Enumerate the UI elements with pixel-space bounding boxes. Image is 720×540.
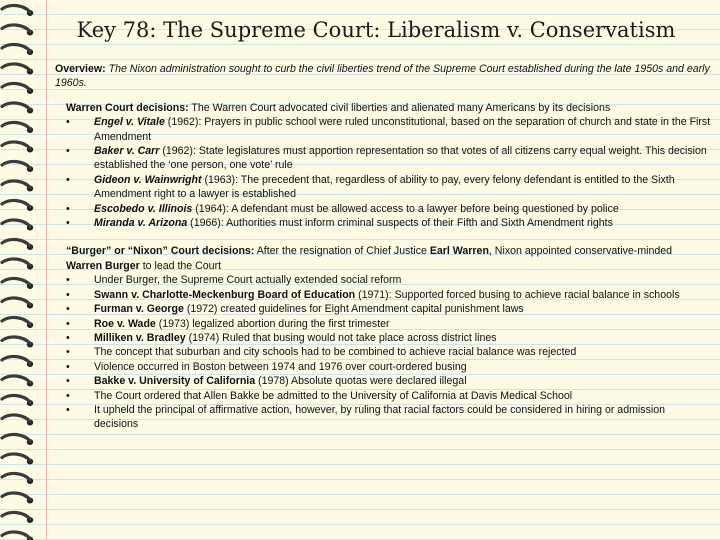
case-name: Escobedo v. Illinois	[94, 202, 193, 215]
warren-intro-text: The Warren Court advocated civil liberties and alienated many Americans by its decisions	[188, 101, 611, 114]
case-text: (1973) legalized abortion during the first trimester	[155, 317, 390, 330]
list-item	[66, 374, 711, 388]
spiral-ring	[2, 220, 30, 227]
case-text: Violence occurred in Boston between 1974 and 1976 over court-ordered busing	[94, 360, 467, 373]
spiral-ring	[2, 239, 30, 246]
case-name: Gideon v. Wainwright	[94, 173, 202, 186]
case-name: Roe v. Wade	[94, 317, 156, 330]
spiral-ring	[2, 512, 30, 519]
spiral-ring	[2, 278, 30, 285]
list-item	[66, 288, 711, 302]
case-name: Miranda v. Arizona	[94, 217, 188, 230]
list-item	[66, 273, 711, 287]
warren-case-list	[66, 115, 711, 230]
spiral-ring	[2, 142, 30, 149]
bullet: •	[66, 303, 70, 316]
spiral-ring	[2, 395, 30, 402]
spiral-ring	[2, 161, 30, 168]
spiral-ring	[2, 473, 30, 480]
warren-heading: Warren Court decisions:	[66, 101, 189, 114]
case-name: Bakke v. University of California	[94, 375, 256, 388]
bullet: •	[66, 202, 70, 215]
burger-section	[66, 244, 711, 431]
earl-warren-name: Earl Warren	[429, 245, 489, 258]
spiral-ring	[2, 337, 30, 344]
bullet: •	[66, 173, 70, 186]
burger-intro	[66, 244, 711, 273]
spiral-ring	[2, 25, 30, 32]
case-name: Engel v. Vitale	[94, 116, 165, 129]
spiral-ring	[2, 44, 30, 51]
case-text: The Court ordered that Allen Bakke be admitted to the University of California at Davis Medical School	[94, 389, 573, 402]
warren-intro	[66, 101, 711, 115]
case-text: It upheld the principal of affirmative action, however, by ruling that racial factors could be considered in hiring or admission decisions	[94, 403, 665, 431]
list-item	[66, 173, 711, 202]
bullet: •	[66, 274, 70, 287]
list-item	[66, 403, 711, 432]
case-text: (1962): State legislatures must apportion representation so that votes of all citizens carry equal weight. This decision established the ‘one person, one vote’ rule	[94, 145, 707, 172]
bullet: •	[66, 360, 70, 373]
case-text: (1964): A defendant must be allowed access to a lawyer before being questioned by police	[192, 202, 619, 215]
bullet: •	[66, 331, 70, 344]
case-text: (1962): Prayers in public school were ruled unconstitutional, based on the separation of church and state in the First Amendment	[94, 116, 711, 143]
spiral-ring	[2, 532, 30, 539]
list-item	[66, 331, 711, 345]
burger-intro-text: to lead the Court	[139, 259, 222, 272]
bullet: •	[66, 116, 70, 129]
spiral-ring	[2, 493, 30, 500]
spiral-ring	[2, 122, 30, 129]
spiral-binding-icon	[0, 0, 44, 540]
spiral-ring	[2, 181, 30, 188]
bullet: •	[66, 389, 70, 402]
overview-paragraph	[55, 62, 711, 91]
spiral-ring	[2, 64, 30, 71]
burger-case-list	[66, 273, 711, 431]
spiral-ring	[2, 434, 30, 441]
case-text: The concept that suburban and city schools had to be combined to achieve racial balance was rejected	[94, 346, 577, 359]
spiral-ring	[2, 103, 30, 110]
list-item	[66, 317, 711, 331]
warren-burger-name: Warren Burger	[66, 259, 140, 272]
case-text: Under Burger, the Supreme Court actually extended social reform	[94, 274, 402, 287]
bullet: •	[66, 403, 70, 416]
case-name: Milliken v. Bradley	[94, 331, 186, 344]
burger-heading: “Burger” or “Nixon” Court decisions:	[66, 245, 255, 258]
spiral-ring	[2, 454, 30, 461]
case-text: (1971): Supported forced busing to achieve racial balance in schools	[355, 288, 680, 301]
spiral-ring	[2, 83, 30, 90]
case-text: (1978) Absolute quotas were declared illegal	[255, 375, 467, 388]
bullet: •	[66, 217, 70, 230]
list-item	[66, 345, 711, 359]
case-name: Swann v. Charlotte-Meckenburg Board of Education	[94, 288, 356, 301]
overview-label: Overview:	[55, 63, 106, 75]
spiral-ring	[2, 376, 30, 383]
case-text: (1972) created guidelines for Eight Amendment capital punishment laws	[183, 303, 524, 316]
page-title: Key 78: The Supreme Court: Liberalism v. Conservatism	[76, 18, 676, 42]
overview-text: The Nixon administration sought to curb the civil liberties trend of the Supreme Court established during the late 1950s and early 1960s.	[55, 63, 710, 90]
burger-intro-text: After the resignation of Chief Justice	[254, 245, 430, 258]
case-name: Baker v. Carr	[94, 145, 160, 158]
list-item	[66, 216, 711, 230]
spiral-ring	[2, 415, 30, 422]
spiral-ring	[2, 356, 30, 363]
list-item	[66, 144, 711, 173]
case-text: (1974) Ruled that busing would not take place across district lines	[185, 331, 497, 344]
warren-section	[66, 101, 711, 231]
case-text: (1963): The precedent that, regardless of ability to pay, every felony defendant is entitled to the Sixth Amendment right to a lawyer is established	[94, 173, 675, 201]
bullet: •	[66, 346, 70, 359]
spiral-ring	[2, 259, 30, 266]
bullet: •	[66, 288, 70, 301]
list-item	[66, 115, 711, 144]
bullet: •	[66, 375, 70, 388]
list-item	[66, 389, 711, 403]
bullet: •	[66, 317, 70, 330]
spiral-ring	[2, 317, 30, 324]
spiral-ring	[2, 5, 30, 12]
bullet: •	[66, 145, 70, 158]
list-item	[66, 360, 711, 374]
list-item	[66, 302, 711, 316]
slide-content	[55, 62, 711, 432]
margin-line	[46, 0, 47, 540]
spiral-ring	[2, 200, 30, 207]
list-item	[66, 202, 711, 216]
case-name: Furman v. George	[94, 303, 184, 316]
burger-intro-text: , Nixon appointed conservative-minded	[488, 245, 673, 258]
case-text: (1966): Authorities must inform criminal suspects of their Fifth and Sixth Amendment rights	[187, 217, 613, 230]
spiral-ring	[2, 298, 30, 305]
